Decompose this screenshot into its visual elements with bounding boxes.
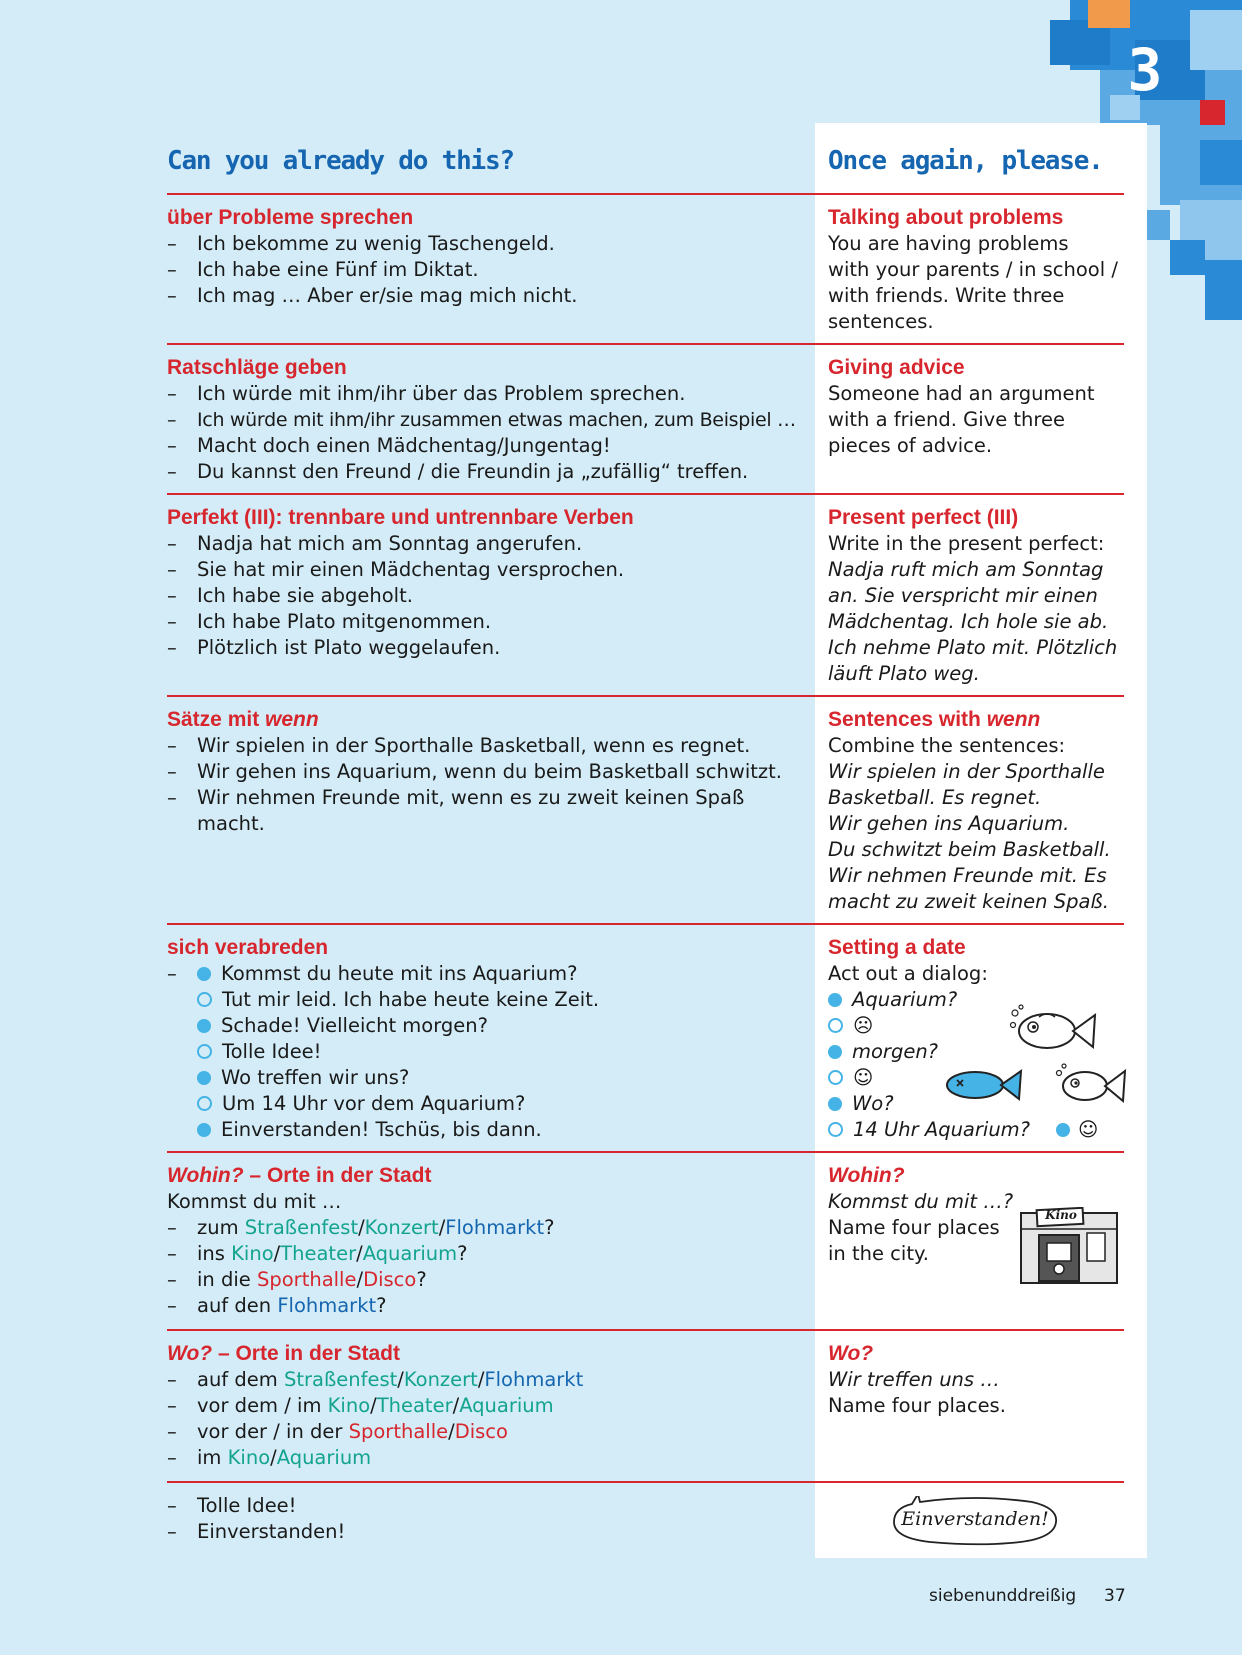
dialog-text: Aquarium?: [852, 988, 958, 1011]
speaker-b-ring: [828, 1122, 843, 1137]
text-line: macht zu zweit keinen Spaß.: [828, 890, 1109, 913]
preposition: vor dem / im: [197, 1394, 322, 1417]
place-word: Theater: [376, 1394, 453, 1417]
title-text: Sätze mit: [167, 708, 266, 731]
list-item: – Tolle Idee!: [167, 1493, 807, 1519]
list-item: – ins Kino/Theater/Aquarium?: [167, 1241, 807, 1267]
section-title: [167, 1163, 807, 1189]
dialog-text: Kommst du heute mit ins Aquarium?: [221, 962, 578, 985]
text-line: Kommst du mit …?: [828, 1190, 1014, 1213]
footer-page-word: siebenunddreißig: [929, 1586, 1077, 1606]
punctuation: ?: [376, 1294, 387, 1317]
list-item: – Du kannst den Freund / die Freundin ja „zufällig“ treffen.: [167, 459, 807, 485]
section-left: [167, 1493, 807, 1545]
dialog-text: morgen?: [852, 1040, 939, 1063]
speaker-b-ring: [197, 992, 212, 1007]
section-title: sich verabreden: [167, 936, 329, 959]
place-word: Kino: [227, 1446, 271, 1469]
section-title: [167, 1341, 807, 1367]
section-title: über Probleme sprechen: [167, 206, 414, 229]
list-item: – Plötzlich ist Plato weggelaufen.: [167, 635, 807, 661]
place-word: Sporthalle: [348, 1420, 449, 1443]
section-advice: [167, 343, 1124, 495]
speech-bubble-text: Einverstanden!: [901, 1508, 1049, 1530]
title-keyword: wenn: [986, 708, 1041, 731]
text-line: Ich nehme Plato mit. Plötzlich: [828, 636, 1118, 659]
text-line: Wir gehen ins Aquarium.: [828, 812, 1070, 835]
speaker-b-ring: [197, 1044, 212, 1059]
section-right: [828, 505, 1128, 687]
smile-face-icon: ☺: [853, 1066, 874, 1089]
text-line: läuft Plato weg.: [828, 662, 980, 685]
place-word: Konzert: [403, 1368, 478, 1391]
list-item: – vor dem / im Kino/Theater/Aquarium: [167, 1393, 807, 1419]
list-item: – Ich würde mit ihm/ihr zusammen etwas machen, zum Beispiel …: [167, 407, 807, 433]
place-word: Flohmarkt: [277, 1294, 377, 1317]
text-line: Kommst du mit …: [167, 1190, 342, 1213]
speaker-a-dot: [1056, 1123, 1070, 1137]
section-title: [828, 707, 1128, 733]
dialog-text: Tolle Idee!: [222, 1040, 322, 1063]
section-right: [828, 355, 1128, 459]
title-keyword: Wo?: [167, 1342, 213, 1365]
place-word: Aquarium: [276, 1446, 372, 1469]
speaker-a-dot: [197, 1019, 211, 1033]
section-perfect: [167, 493, 1124, 697]
place-word: Theater: [280, 1242, 357, 1265]
text-line: sentences.: [828, 310, 934, 333]
list-item: – auf dem Straßenfest/Konzert/Flohmarkt: [167, 1367, 807, 1393]
list-item-continued: macht.: [197, 812, 265, 835]
place-word: Aquarium: [362, 1242, 458, 1265]
title-keyword: wenn: [265, 708, 319, 731]
title-keyword: Wohin?: [167, 1164, 244, 1187]
preposition: auf dem: [197, 1368, 278, 1391]
text-line: in the city.: [828, 1242, 929, 1265]
preposition: auf den: [197, 1294, 272, 1317]
text-line: with a friend. Give three: [828, 408, 1065, 431]
list-item: – Wir nehmen Freunde mit, wenn es zu zweit keinen Spaß: [167, 785, 807, 811]
place-word: Disco: [363, 1268, 417, 1291]
speaker-a-dot: [197, 1071, 211, 1085]
dialog-line: [167, 1065, 807, 1091]
list-item: – Sie hat mir einen Mädchentag versprochen.: [167, 557, 807, 583]
text-line: Wir spielen in der Sporthalle: [828, 760, 1105, 783]
section-title: Wohin?: [828, 1164, 905, 1187]
section-title: Talking about problems: [828, 206, 1064, 229]
speaker-a-dot: [828, 1045, 842, 1059]
title-text: – Orte in der Stadt: [243, 1164, 432, 1187]
section-right: [828, 1341, 1128, 1419]
text-line: Nadja ruft mich am Sonntag: [828, 558, 1104, 581]
section-date: [167, 923, 1124, 1153]
list-item: – Macht doch einen Mädchentag/Jungentag!: [167, 433, 807, 459]
section-left: [167, 1341, 807, 1471]
dialog-text: Einverstanden! Tschüs, bis dann.: [221, 1118, 542, 1141]
speaker-b-ring: [197, 1096, 212, 1111]
place-word: Konzert: [364, 1216, 439, 1239]
place-word: Straßenfest: [283, 1368, 398, 1391]
dialog-line: [167, 1013, 807, 1039]
list-item: – vor der / in der Sporthalle/Disco: [167, 1419, 807, 1445]
text-line: Basketball. Es regnet.: [828, 786, 1042, 809]
section-title: Ratschläge geben: [167, 356, 347, 379]
blue-fish-icon: [943, 1065, 1023, 1103]
heading-left: Can you already do this?: [167, 146, 514, 176]
list-item: [167, 1293, 807, 1319]
place-word: Disco: [454, 1420, 508, 1443]
speaker-a-dot: [197, 1123, 211, 1137]
list-item: – Ich habe sie abgeholt.: [167, 583, 807, 609]
section-right: [828, 205, 1128, 335]
place-word: Aquarium: [459, 1394, 554, 1417]
list-item: – Nadja hat mich am Sonntag angerufen.: [167, 531, 807, 557]
heading-right: Once again, please.: [828, 146, 1103, 176]
section-title: Perfekt (III): trennbare und untrennbare Verben: [167, 506, 634, 529]
footer-page-number: 37: [1104, 1586, 1126, 1606]
section-left: [167, 707, 807, 837]
place-word: Kino: [327, 1394, 371, 1417]
list-item: – Wir spielen in der Sporthalle Basketball, wenn es regnet.: [167, 733, 807, 759]
text-line: Act out a dialog:: [828, 962, 988, 985]
dialog-text: Schade! Vielleicht morgen?: [221, 1014, 488, 1037]
section-problems: [167, 193, 1124, 345]
speaker-a-dot: [828, 1097, 842, 1111]
text-line: Wir nehmen Freunde mit. Es: [828, 864, 1107, 887]
dialog-text: Wo?: [852, 1092, 894, 1115]
list-item: – Ich habe eine Fünf im Diktat.: [167, 257, 807, 283]
speaker-b-ring: [828, 1070, 843, 1085]
speaker-a-dot: [828, 993, 842, 1007]
section-title: Present perfect (III): [828, 506, 1019, 529]
text-line: You are having problems: [828, 232, 1069, 255]
list-item: – im Kino/Aquarium: [167, 1445, 807, 1471]
dialog-text: Wo treffen wir uns?: [221, 1066, 410, 1089]
text-line: Combine the sentences:: [828, 734, 1066, 757]
section-left: [167, 1163, 807, 1319]
text-line: Name four places: [828, 1216, 1000, 1239]
text-line: Mädchentag. Ich hole sie ab.: [828, 610, 1109, 633]
list-item: – Ich mag … Aber er/sie mag mich nicht.: [167, 283, 807, 309]
text-line: Name four places.: [828, 1394, 1006, 1417]
preposition: vor der / in der: [197, 1420, 343, 1443]
punctuation: ?: [544, 1216, 555, 1239]
dialog-line: [828, 1117, 1128, 1143]
title-text: Sentences with: [828, 708, 987, 731]
section-title: [167, 707, 807, 733]
section-left: [167, 505, 807, 661]
fish-icon: [1055, 1061, 1127, 1109]
list-item: – in die Sporthalle/Disco?: [167, 1267, 807, 1293]
section-wo: [167, 1329, 1124, 1483]
section-wenn: [167, 695, 1124, 925]
dialog-text: Tut mir leid. Ich habe heute keine Zeit.: [222, 988, 600, 1011]
section-wohin: [167, 1151, 1124, 1331]
text-line: Du schwitzt beim Basketball.: [828, 838, 1111, 861]
dialog-line: [167, 987, 807, 1013]
chapter-number: 3: [1127, 36, 1163, 104]
text-line: with friends. Write three: [828, 284, 1065, 307]
section-title: Giving advice: [828, 356, 965, 379]
place-word: Sporthalle: [256, 1268, 357, 1291]
dialog-text: Um 14 Uhr vor dem Aquarium?: [222, 1092, 526, 1115]
list-item: – zum Straßenfest/Konzert/Flohmarkt?: [167, 1215, 807, 1241]
text-line: with your parents / in school /: [828, 258, 1118, 281]
text-line: Wir treffen uns …: [828, 1368, 1000, 1391]
title-text: – Orte in der Stadt: [212, 1342, 400, 1365]
punctuation: ?: [416, 1268, 427, 1291]
section-left: [167, 935, 807, 1143]
section-left: [167, 355, 807, 485]
text-line: Write in the present perfect:: [828, 532, 1105, 555]
dialog-line: [167, 1039, 807, 1065]
fish-icon: [1009, 1003, 1099, 1058]
place-word: Flohmarkt: [484, 1368, 584, 1391]
place-word: Kino: [231, 1242, 274, 1265]
sad-face-icon: ☹: [853, 1014, 874, 1037]
list-item: – Einverstanden!: [167, 1519, 807, 1545]
smile-face-icon: ☺: [1078, 1118, 1099, 1141]
dialog-line: [167, 1091, 807, 1117]
list-item: – Ich würde mit ihm/ihr über das Problem sprechen.: [167, 381, 807, 407]
punctuation: ?: [457, 1242, 468, 1265]
place-word: Straßenfest: [244, 1216, 359, 1239]
dialog-line: [167, 1117, 807, 1143]
section-right: [828, 707, 1128, 915]
speaker-a-dot: [197, 967, 211, 981]
dialog-text: 14 Uhr Aquarium?: [853, 1118, 1031, 1141]
section-title: Setting a date: [828, 936, 966, 959]
preposition: in die: [197, 1268, 251, 1291]
section-left: [167, 205, 807, 309]
list-item: – Ich habe Plato mitgenommen.: [167, 609, 807, 635]
speaker-b-ring: [828, 1018, 843, 1033]
text-line: pieces of advice.: [828, 434, 993, 457]
text-line: Someone had an argument: [828, 382, 1095, 405]
dialog-line: [167, 961, 807, 987]
list-item: – Ich bekomme zu wenig Taschengeld.: [167, 231, 807, 257]
preposition: ins: [197, 1242, 225, 1265]
text-line: an. Sie verspricht mir einen: [828, 584, 1098, 607]
section-title: Wo?: [828, 1342, 874, 1365]
preposition: im: [197, 1446, 222, 1469]
preposition: zum: [197, 1216, 239, 1239]
list-item: – Wir gehen ins Aquarium, wenn du beim Basketball schwitzt.: [167, 759, 807, 785]
place-word: Flohmarkt: [445, 1216, 545, 1239]
cinema-sign: Kino: [1045, 1208, 1077, 1222]
